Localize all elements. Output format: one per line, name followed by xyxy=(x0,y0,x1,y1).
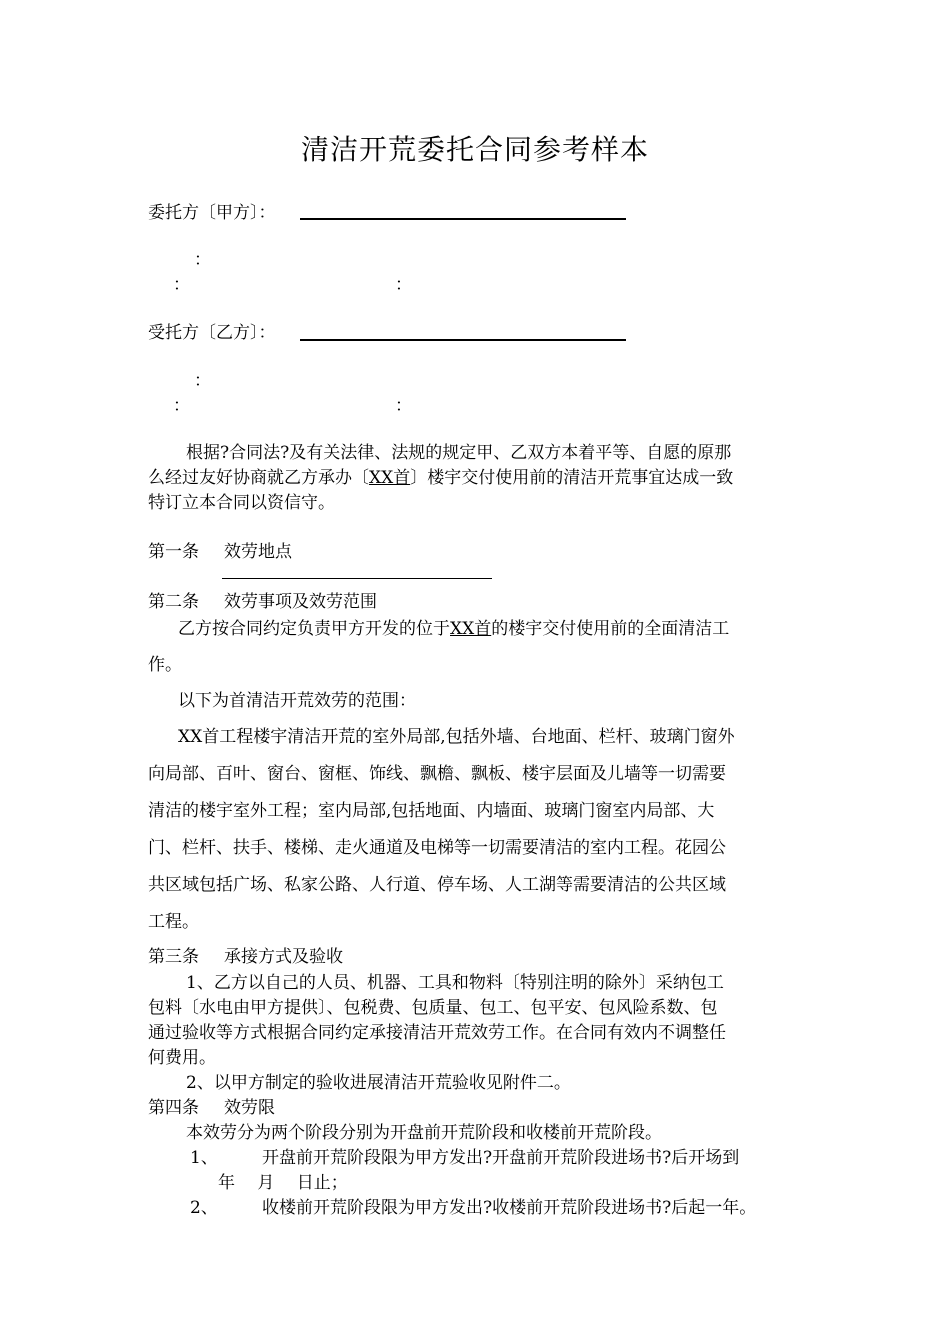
article-2-para-2: 以下为首清洁开荒效劳的范围： xyxy=(178,691,416,711)
intro-line-1: 根据?合同法?及有关法律、法规的规定甲、乙双方本着平等、自愿的原那 xyxy=(186,443,732,463)
scope-line-1: XX首工程楼宇清洁开荒的室外局部,包括外墙、台地面、栏杆、玻璃门窗外 xyxy=(178,727,735,747)
party-b-blank-line xyxy=(300,339,626,341)
project-name-underlined: XX首 xyxy=(369,468,411,488)
service-location-blank-line xyxy=(222,578,492,579)
party-b-label: 受托方〔乙方〕： xyxy=(148,323,276,343)
article-4-item-2-text: 收楼前开荒阶段限为甲方发出?收楼前开荒阶段进场书?后起一年。 xyxy=(262,1198,757,1218)
article-2-number: 第二条 xyxy=(148,592,199,612)
party-a-colon-3: ： xyxy=(395,275,412,295)
project-name-underlined-2: XX首 xyxy=(450,619,492,639)
article-4-item-1-date: 年 月 日止； xyxy=(218,1173,348,1193)
article-3-number: 第三条 xyxy=(148,947,199,967)
article-1-title: 效劳地点 xyxy=(224,542,292,562)
article-1-number: 第一条 xyxy=(148,542,199,562)
party-a-colon-2: ： xyxy=(173,275,190,295)
article-3-item-1-line-2: 包料〔水电由甲方提供〕、包税费、包质量、包工、包平安、包风险系数、包 xyxy=(148,998,718,1018)
scope-line-5: 共区域包括广场、私家公路、人行道、停车场、人工湖等需要清洁的公共区域 xyxy=(148,875,726,895)
article-4-number: 第四条 xyxy=(148,1098,199,1118)
party-b-colon-1: ： xyxy=(194,371,211,391)
intro-line-3: 特订立本合同以资信守。 xyxy=(148,493,335,513)
article-3-item-1-line-1: 1、乙方以自己的人员、机器、工具和物料〔特别注明的除外〕采纳包工 xyxy=(186,973,724,993)
article-4-item-2-number: 2、 xyxy=(190,1198,218,1218)
article-2-title: 效劳事项及效劳范围 xyxy=(224,592,377,612)
party-b-colon-2: ： xyxy=(173,396,190,416)
article-2-para-1: 乙方按合同约定负责甲方开发的位于XX首的楼宇交付使用前的全面清洁工 xyxy=(178,619,730,639)
article-4-item-1-text: 开盘前开荒阶段限为甲方发出?开盘前开荒阶段进场书?后开场到 xyxy=(262,1148,740,1168)
scope-line-6: 工程。 xyxy=(148,912,199,932)
scope-line-4: 门、栏杆、扶手、楼梯、走火通道及电梯等一切需要清洁的室内工程。花园公 xyxy=(148,838,726,858)
intro-line-2: 么经过友好协商就乙方承办〔XX首〕楼宇交付使用前的清洁开荒事宜达成一致 xyxy=(148,468,734,488)
article-3-title: 承接方式及验收 xyxy=(224,947,343,967)
party-b-colon-3: ： xyxy=(395,396,412,416)
party-a-colon-1: ： xyxy=(194,250,211,270)
article-3-item-1-line-4: 何费用。 xyxy=(148,1048,216,1068)
party-a-blank-line xyxy=(300,218,626,220)
article-3-item-2: 2、以甲方制定的验收进展清洁开荒验收见附件二。 xyxy=(186,1073,571,1093)
scope-line-2: 向局部、百叶、窗台、窗框、饰线、飘檐、飘板、楼宇层面及儿墙等一切需要 xyxy=(148,764,726,784)
scope-line-3: 清洁的楼宇室外工程；室内局部,包括地面、内墙面、玻璃门窗室内局部、大 xyxy=(148,801,715,821)
article-4-item-1-number: 1、 xyxy=(190,1148,218,1168)
party-a-label: 委托方〔甲方〕： xyxy=(148,203,276,223)
document-title: 清洁开荒委托合同参考样本 xyxy=(300,133,649,166)
article-3-item-1-line-3: 通过验收等方式根据合同约定承接清洁开荒效劳工作。在合同有效内不调整任 xyxy=(148,1023,726,1043)
article-4-para-1: 本效劳分为两个阶段分别为开盘前开荒阶段和收楼前开荒阶段。 xyxy=(186,1123,662,1143)
article-4-title: 效劳限 xyxy=(224,1098,275,1118)
article-2-para-1-cont: 作。 xyxy=(148,655,182,675)
